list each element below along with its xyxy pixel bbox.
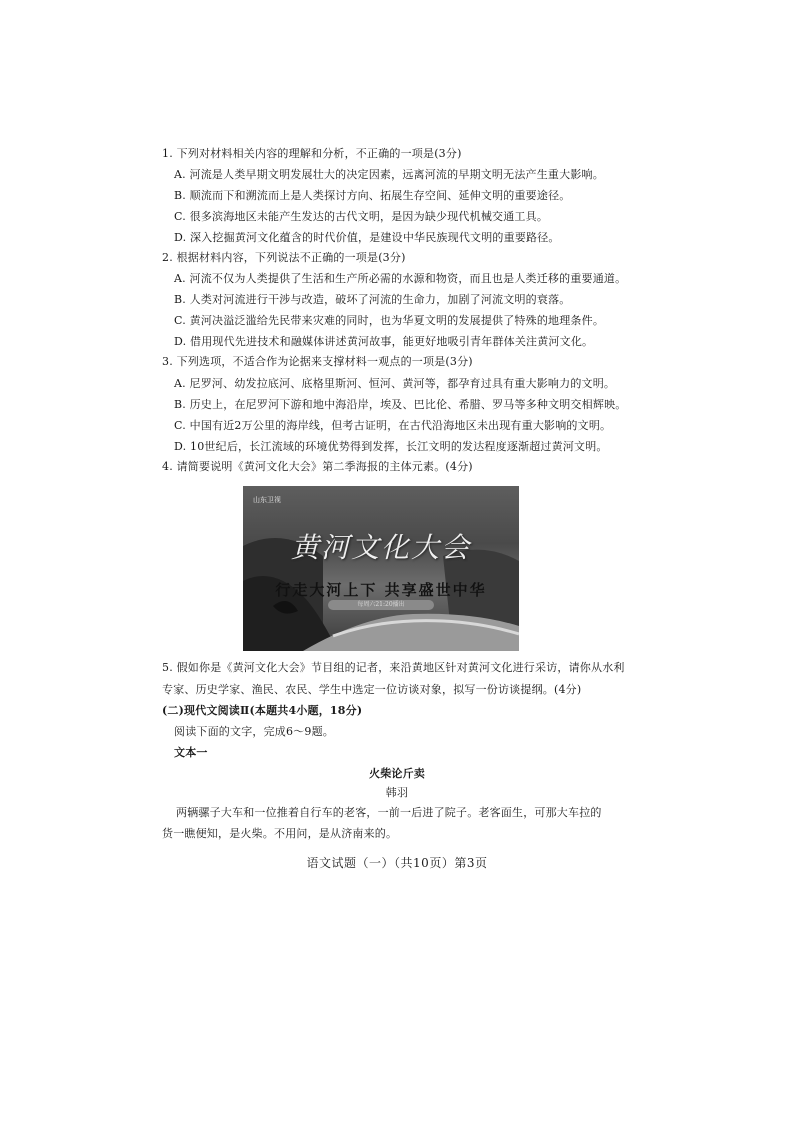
article-author: 韩羽 bbox=[385, 786, 409, 799]
paragraph-line-1: 两辆骡子大车和一位推着自行车的老客，一前一后进了院子。老客面生，可那大车拉的 bbox=[176, 806, 602, 819]
question-3-option-b: B. 历史上，在尼罗河下游和地中海沿岸，埃及、巴比伦、希腊、罗马等多种文明交相辉映。 bbox=[174, 398, 627, 411]
poster-image bbox=[243, 486, 519, 651]
question-2-option-a: A. 河流不仅为人类提供了生活和生产所必需的水源和物资，而且也是人类迁移的重要通道。 bbox=[174, 272, 627, 285]
poster-slogan: 行走大河上下 共享盛世中华 bbox=[275, 581, 487, 599]
question-2-option-d: D. 借用现代先进技术和融媒体讲述黄河故事，能更好地吸引青年群体关注黄河文化。 bbox=[174, 335, 594, 348]
question-1-option-b: B. 顺流而下和溯流而上是人类探讨方向、拓展生存空间、延伸文明的重要途径。 bbox=[174, 189, 571, 202]
page-footer: 语文试题（一）（共10页）第3页 bbox=[306, 856, 488, 870]
poster-landscape bbox=[243, 486, 519, 651]
text-label: 文本一 bbox=[174, 746, 208, 759]
question-3-option-c: C. 中国有近2万公里的海岸线，但考古证明，在古代沿海地区未出现有重大影响的文明。 bbox=[174, 419, 612, 432]
section-heading: (二)现代文阅读Ⅱ(本题共4小题，18分) bbox=[162, 704, 363, 717]
paragraph-line-2: 货一瞧便知，是火柴。不用问，是从济南来的。 bbox=[162, 827, 398, 840]
question-4-stem: 4. 请简要说明《黄河文化大会》第二季海报的主体元素。(4分) bbox=[162, 460, 473, 473]
poster-logo: 山东卫视 bbox=[253, 496, 281, 504]
question-2-option-b: B. 人类对河流进行干涉与改造，破坏了河流的生命力，加剧了河流文明的衰落。 bbox=[174, 293, 571, 306]
question-5-line-2: 专家、历史学家、渔民、农民、学生中选定一位访谈对象，拟写一份访谈提纲。(4分) bbox=[162, 683, 582, 696]
question-1-option-d: D. 深入挖掘黄河文化蕴含的时代价值，是建设中华民族现代文明的重要路径。 bbox=[174, 231, 560, 244]
poster-date: 每周六21:20播出 bbox=[328, 600, 434, 610]
question-3-stem: 3. 下列选项，不适合作为论据来支撑材料一观点的一项是(3分) bbox=[162, 355, 473, 368]
question-2-option-c: C. 黄河决溢泛滥给先民带来灾难的同时，也为华夏文明的发展提供了特殊的地理条件。 bbox=[174, 314, 605, 327]
question-1-option-a: A. 河流是人类早期文明发展壮大的决定因素，远离河流的早期文明无法产生重大影响。 bbox=[174, 168, 604, 181]
question-1-option-c: C. 很多滨海地区未能产生发达的古代文明，是因为缺少现代机械交通工具。 bbox=[174, 210, 549, 223]
article-title: 火柴论斤卖 bbox=[369, 767, 425, 780]
question-2-stem: 2. 根据材料内容，下列说法不正确的一项是(3分) bbox=[162, 251, 406, 264]
reading-instruction: 阅读下面的文字，完成6～9题。 bbox=[174, 725, 334, 738]
question-1-stem: 1. 下列对材料相关内容的理解和分析，不正确的一项是(3分) bbox=[162, 147, 462, 160]
poster-title: 黄河文化大会 bbox=[290, 531, 471, 564]
question-3-option-d: D. 10世纪后，长江流域的环境优势得到发挥，长江文明的发达程度逐渐超过黄河文明。 bbox=[174, 440, 608, 453]
question-3-option-a: A. 尼罗河、幼发拉底河、底格里斯河、恒河、黄河等，都孕育过具有重大影响力的文明。 bbox=[174, 377, 616, 390]
question-5-line-1: 5. 假如你是《黄河文化大会》节目组的记者，来沿黄地区针对黄河文化进行采访，请你从水利 bbox=[162, 661, 625, 674]
